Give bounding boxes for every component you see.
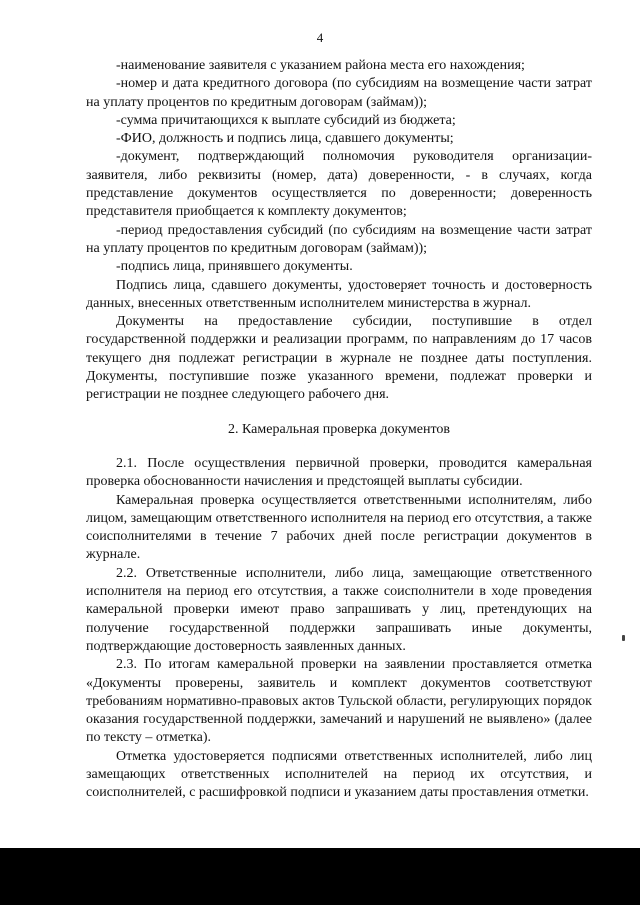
list-item-receiver-signature: -подпись лица, принявшего документы. <box>116 259 353 275</box>
list-item-applicant-name: -наименование заявителя с указанием района места его нахождения; <box>116 58 525 73</box>
paragraph-mark-signatures: Отметка удостоверяется подписями ответственных исполнителей, либо лиц замещающих ответственных исполнителей на период их отсутствия, и соисполнителей, с расшифровкой подписи и указанием даты проставления отметки. <box>86 748 592 801</box>
list-item-credit-contract: -номер и дата кредитного договора (по субсидиям на возмещение части затрат на уплату процентов по кредитным договорам (займам)); <box>86 76 592 110</box>
paragraph-2-3: 2.3. По итогам камеральной проверки на заявлении проставляется отметка «Документы проверены, заявитель и комплект документов соответствуют требованиям нормативно-правовых актов Тульской области, регулирующих порядок оказания государственной поддержки, замечаний и нарушений не выявлено» (далее по тексту – отметка). <box>86 657 592 746</box>
document-body <box>86 57 592 803</box>
scan-bottom-border <box>0 848 640 905</box>
paragraph-signature-certifies: Подпись лица, сдавшего документы, удостоверяет точность и достоверность данных, внесенных ответственным исполнителем министерства в журнал. <box>86 277 592 311</box>
list-item-submitter-info: -ФИО, должность и подпись лица, сдавшего документы; <box>116 131 454 147</box>
paragraph-2-2: 2.2. Ответственные исполнители, либо лица, замещающие ответственного исполнителя на период его отсутствия, а также соисполнители в ходе проведения камеральной проверки имеют право запрашивать у лиц, претендующих на получение государственной поддержки запрашивать иные документы, подтверждающие достоверность заявленных данных. <box>86 565 592 654</box>
list-item-subsidy-amount: -сумма причитающихся к выплате субсидий из бюджета; <box>116 112 456 128</box>
paragraph-desk-review: Камеральная проверка осуществляется ответственными исполнителям, либо лицом, замещающим ответственного исполнителя на период его отсутствия, а также соисполнителями в течение 7 рабочих дней после регистрации документов в журнале. <box>86 492 592 563</box>
list-item-subsidy-period: -период предоставления субсидий (по субсидиям на возмещение части затрат на уплату процентов по кредитным договорам (займам)); <box>86 222 592 256</box>
scan-speck <box>622 635 625 641</box>
page-number: 4 <box>316 30 324 45</box>
paragraph-2-1: 2.1. После осуществления первичной проверки, проводится камеральная проверка обоснованности начисления и предстоящей выплаты субсидии. <box>86 455 592 490</box>
paragraph-registration: Документы на предоставление субсидии, поступившие в отдел государственной поддержки и реализации программ, по направлениям до 17 часов текущего дня подлежат регистрации в журнале не позднее даты поступления. Документы, поступившие позже указанного времени, подлежат проверки и регистрации не позднее следующего рабочего дня. <box>86 314 592 403</box>
section-title: 2. Камеральная проверка документов <box>228 421 450 437</box>
list-item-authority-document: -документ, подтверждающий полномочия руководителя организации-заявителя, либо реквизиты (номер, дата) доверенности, - в случаях, когда представление документов осуществляется по доверенности; доверенность представителя приобщается к комплекту документов; <box>86 149 592 220</box>
